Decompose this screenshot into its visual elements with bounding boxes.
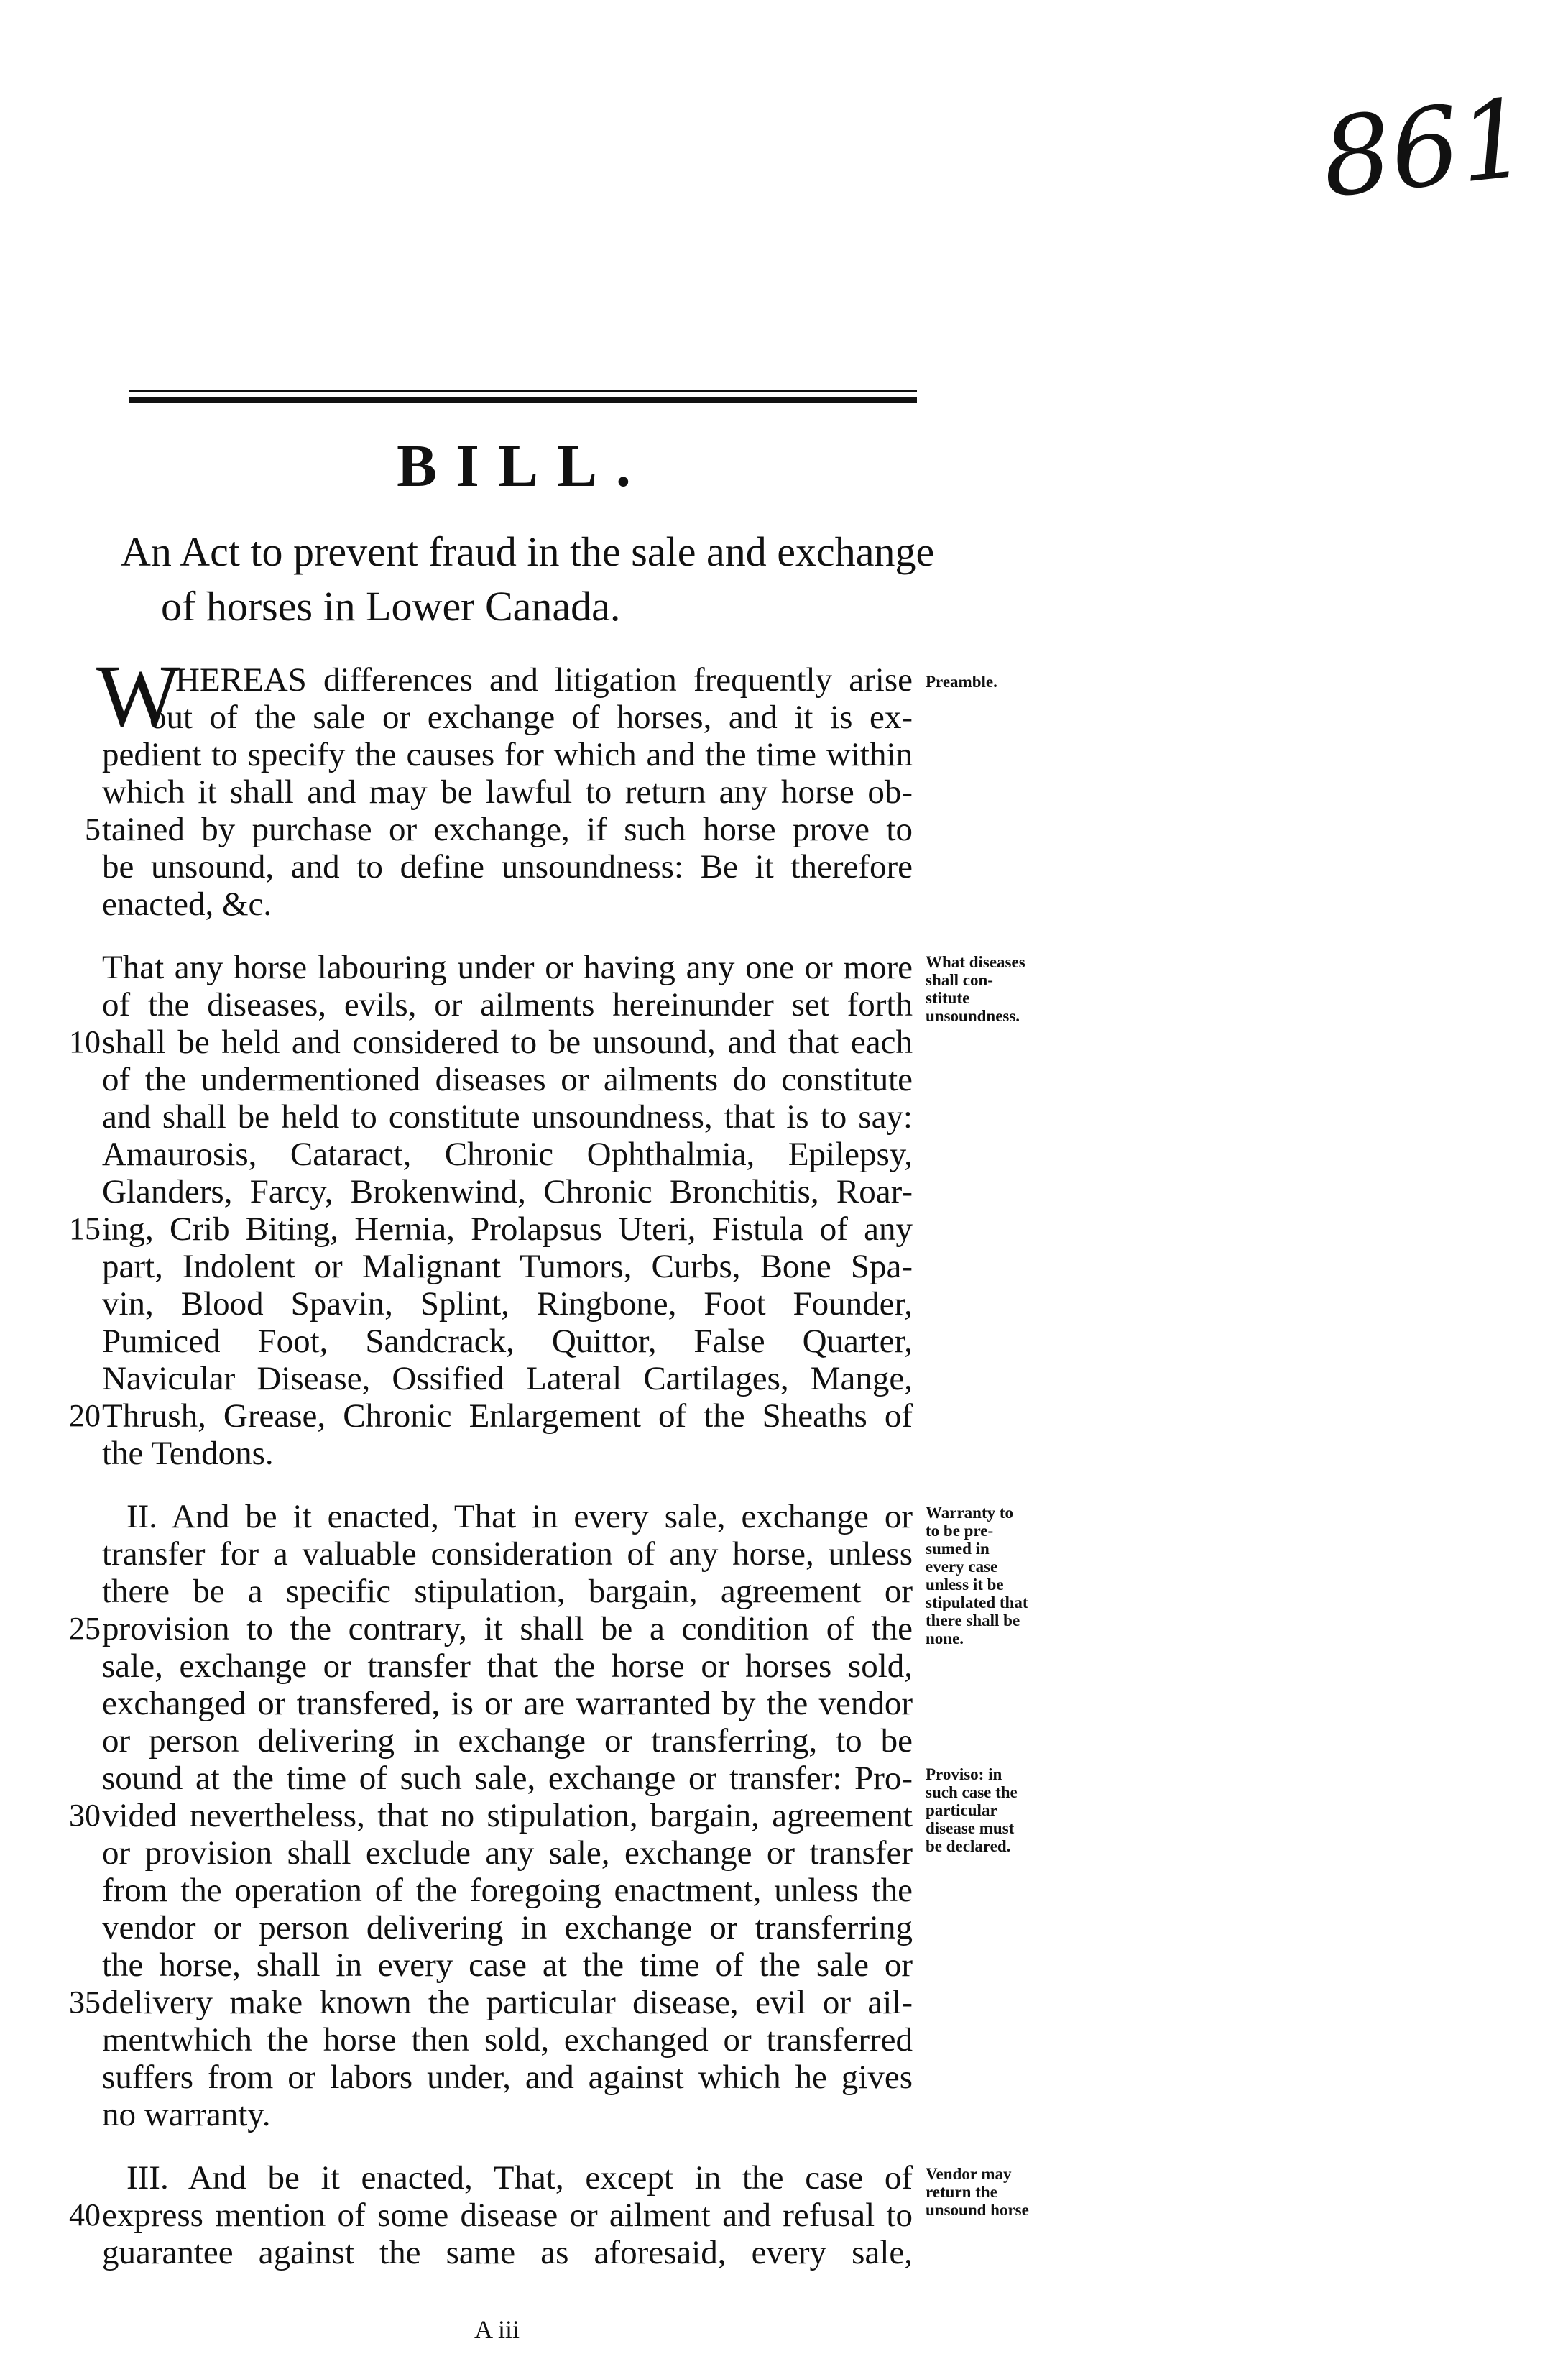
section-3-line: express mention of some disease or ailment and refusal to	[102, 2197, 913, 2234]
section-1-line: part, Indolent or Malignant Tumors, Curbs, Bone Spa-	[102, 1248, 913, 1285]
line-number: 25	[69, 1611, 101, 1646]
act-title-line-1: An Act to prevent fraud in the sale and exchange	[121, 528, 935, 575]
preamble-line: which it shall and may be lawful to return any horse ob-	[102, 773, 913, 811]
marginal-note-proviso: Proviso: in such case the particular disease must be declared.	[926, 1765, 1018, 1855]
preamble-line: tained by purchase or exchange, if such horse prove to	[102, 811, 913, 848]
line-number: 30	[69, 1798, 101, 1833]
section-2-line: from the operation of the foregoing enactment, unless the	[102, 1872, 913, 1909]
header-rule-bottom	[129, 397, 917, 403]
section-1-line: and shall be held to constitute unsoundness, that is to say:	[102, 1098, 913, 1136]
section-1-line: the Tendons.	[102, 1435, 274, 1472]
line-number: 40	[69, 2197, 101, 2232]
line-number: 15	[69, 1211, 101, 1246]
act-title	[121, 525, 969, 634]
section-2-line: vendor or person delivering in exchange or transferring	[102, 1909, 913, 1946]
section-2-line: there be a specific stipulation, bargain, agreement or	[102, 1573, 913, 1610]
section-2-line: exchanged or transfered, is or are warranted by the vendor	[102, 1685, 913, 1722]
line-number: 5	[85, 811, 101, 847]
section-2-line: mentwhich the horse then sold, exchanged or transferred	[102, 2021, 913, 2059]
preamble-line: pedient to specify the causes for which and the time within	[102, 736, 913, 773]
preamble-line: HEREAS differences and litigation frequently arise	[175, 661, 913, 699]
section-2-line: delivery make known the particular disease, evil or ail-	[102, 1984, 913, 2021]
section-2-line: II. And be it enacted, That in every sale, exchange or	[126, 1498, 913, 1535]
section-1-line: Navicular Disease, Ossified Lateral Cartilages, Mange,	[102, 1360, 913, 1397]
section-2-line: transfer for a valuable consideration of any horse, unless	[102, 1535, 913, 1573]
section-2-line: or person delivering in exchange or transferring, to be	[102, 1722, 913, 1760]
handwritten-page-number: 861	[1316, 75, 1534, 222]
section-2-line: the horse, shall in every case at the time of the sale or	[102, 1946, 913, 1984]
section-1-line: Pumiced Foot, Sandcrack, Quittor, False Quarter,	[102, 1323, 913, 1360]
section-2-line: provision to the contrary, it shall be a condition of the	[102, 1610, 913, 1647]
section-2-line: or provision shall exclude any sale, exchange or transfer	[102, 1834, 913, 1872]
marginal-note-diseases: What diseases shall con- stitute unsoundness.	[926, 953, 1025, 1025]
drop-cap: W	[96, 647, 181, 745]
preamble-line: out of the sale or exchange of horses, and it is ex-	[149, 699, 913, 736]
marginal-note-vendor: Vendor may return the unsound horse	[926, 2165, 1029, 2219]
section-1-line: Glanders, Farcy, Brokenwind, Chronic Bronchitis, Roar-	[102, 1173, 913, 1210]
act-title-line-2: of horses in Lower Canada.	[161, 583, 621, 630]
bill-heading: BILL.	[397, 433, 650, 500]
section-1-line: That any horse labouring under or having any one or more	[102, 949, 913, 986]
section-2-line: vided nevertheless, that no stipulation, bargain, agreement	[102, 1797, 913, 1834]
preamble-line: enacted, &c.	[102, 886, 272, 923]
section-2-line: no warranty.	[102, 2096, 271, 2133]
section-1-line: shall be held and considered to be unsound, and that each	[102, 1024, 913, 1061]
section-2-line: sale, exchange or transfer that the horse or horses sold,	[102, 1647, 913, 1685]
marginal-note-warranty: Warranty to to be pre- sumed in every case unless it be stipulated that there shall be none.	[926, 1504, 1028, 1647]
section-1-line: vin, Blood Spavin, Splint, Ringbone, Foot Founder,	[102, 1285, 913, 1323]
section-1-line: of the diseases, evils, or ailments hereinunder set forth	[102, 986, 913, 1024]
line-number: 10	[69, 1024, 101, 1059]
section-1-line: Thrush, Grease, Chronic Enlargement of the Sheaths of	[102, 1397, 913, 1435]
line-number: 35	[69, 1985, 101, 2020]
section-1-line: of the undermentioned diseases or ailments do constitute	[102, 1061, 913, 1098]
line-number: 20	[69, 1398, 101, 1433]
section-1-line: Amaurosis, Cataract, Chronic Ophthalmia, Epilepsy,	[102, 1136, 913, 1173]
section-2-line: suffers from or labors under, and against which he gives	[102, 2059, 913, 2096]
section-3-line: III. And be it enacted, That, except in the case of	[126, 2159, 913, 2197]
marginal-note-preamble: Preamble.	[926, 673, 997, 691]
section-2-line: sound at the time of such sale, exchange or transfer: Pro-	[102, 1760, 913, 1797]
preamble-line: be unsound, and to define unsoundness: Be it therefore	[102, 848, 913, 886]
section-1-line: ing, Crib Biting, Hernia, Prolapsus Uteri, Fistula of any	[102, 1210, 913, 1248]
signature-mark: A iii	[474, 2315, 520, 2344]
section-3-line: guarantee against the same as aforesaid, every sale,	[102, 2234, 913, 2271]
header-rule-top	[129, 390, 917, 392]
